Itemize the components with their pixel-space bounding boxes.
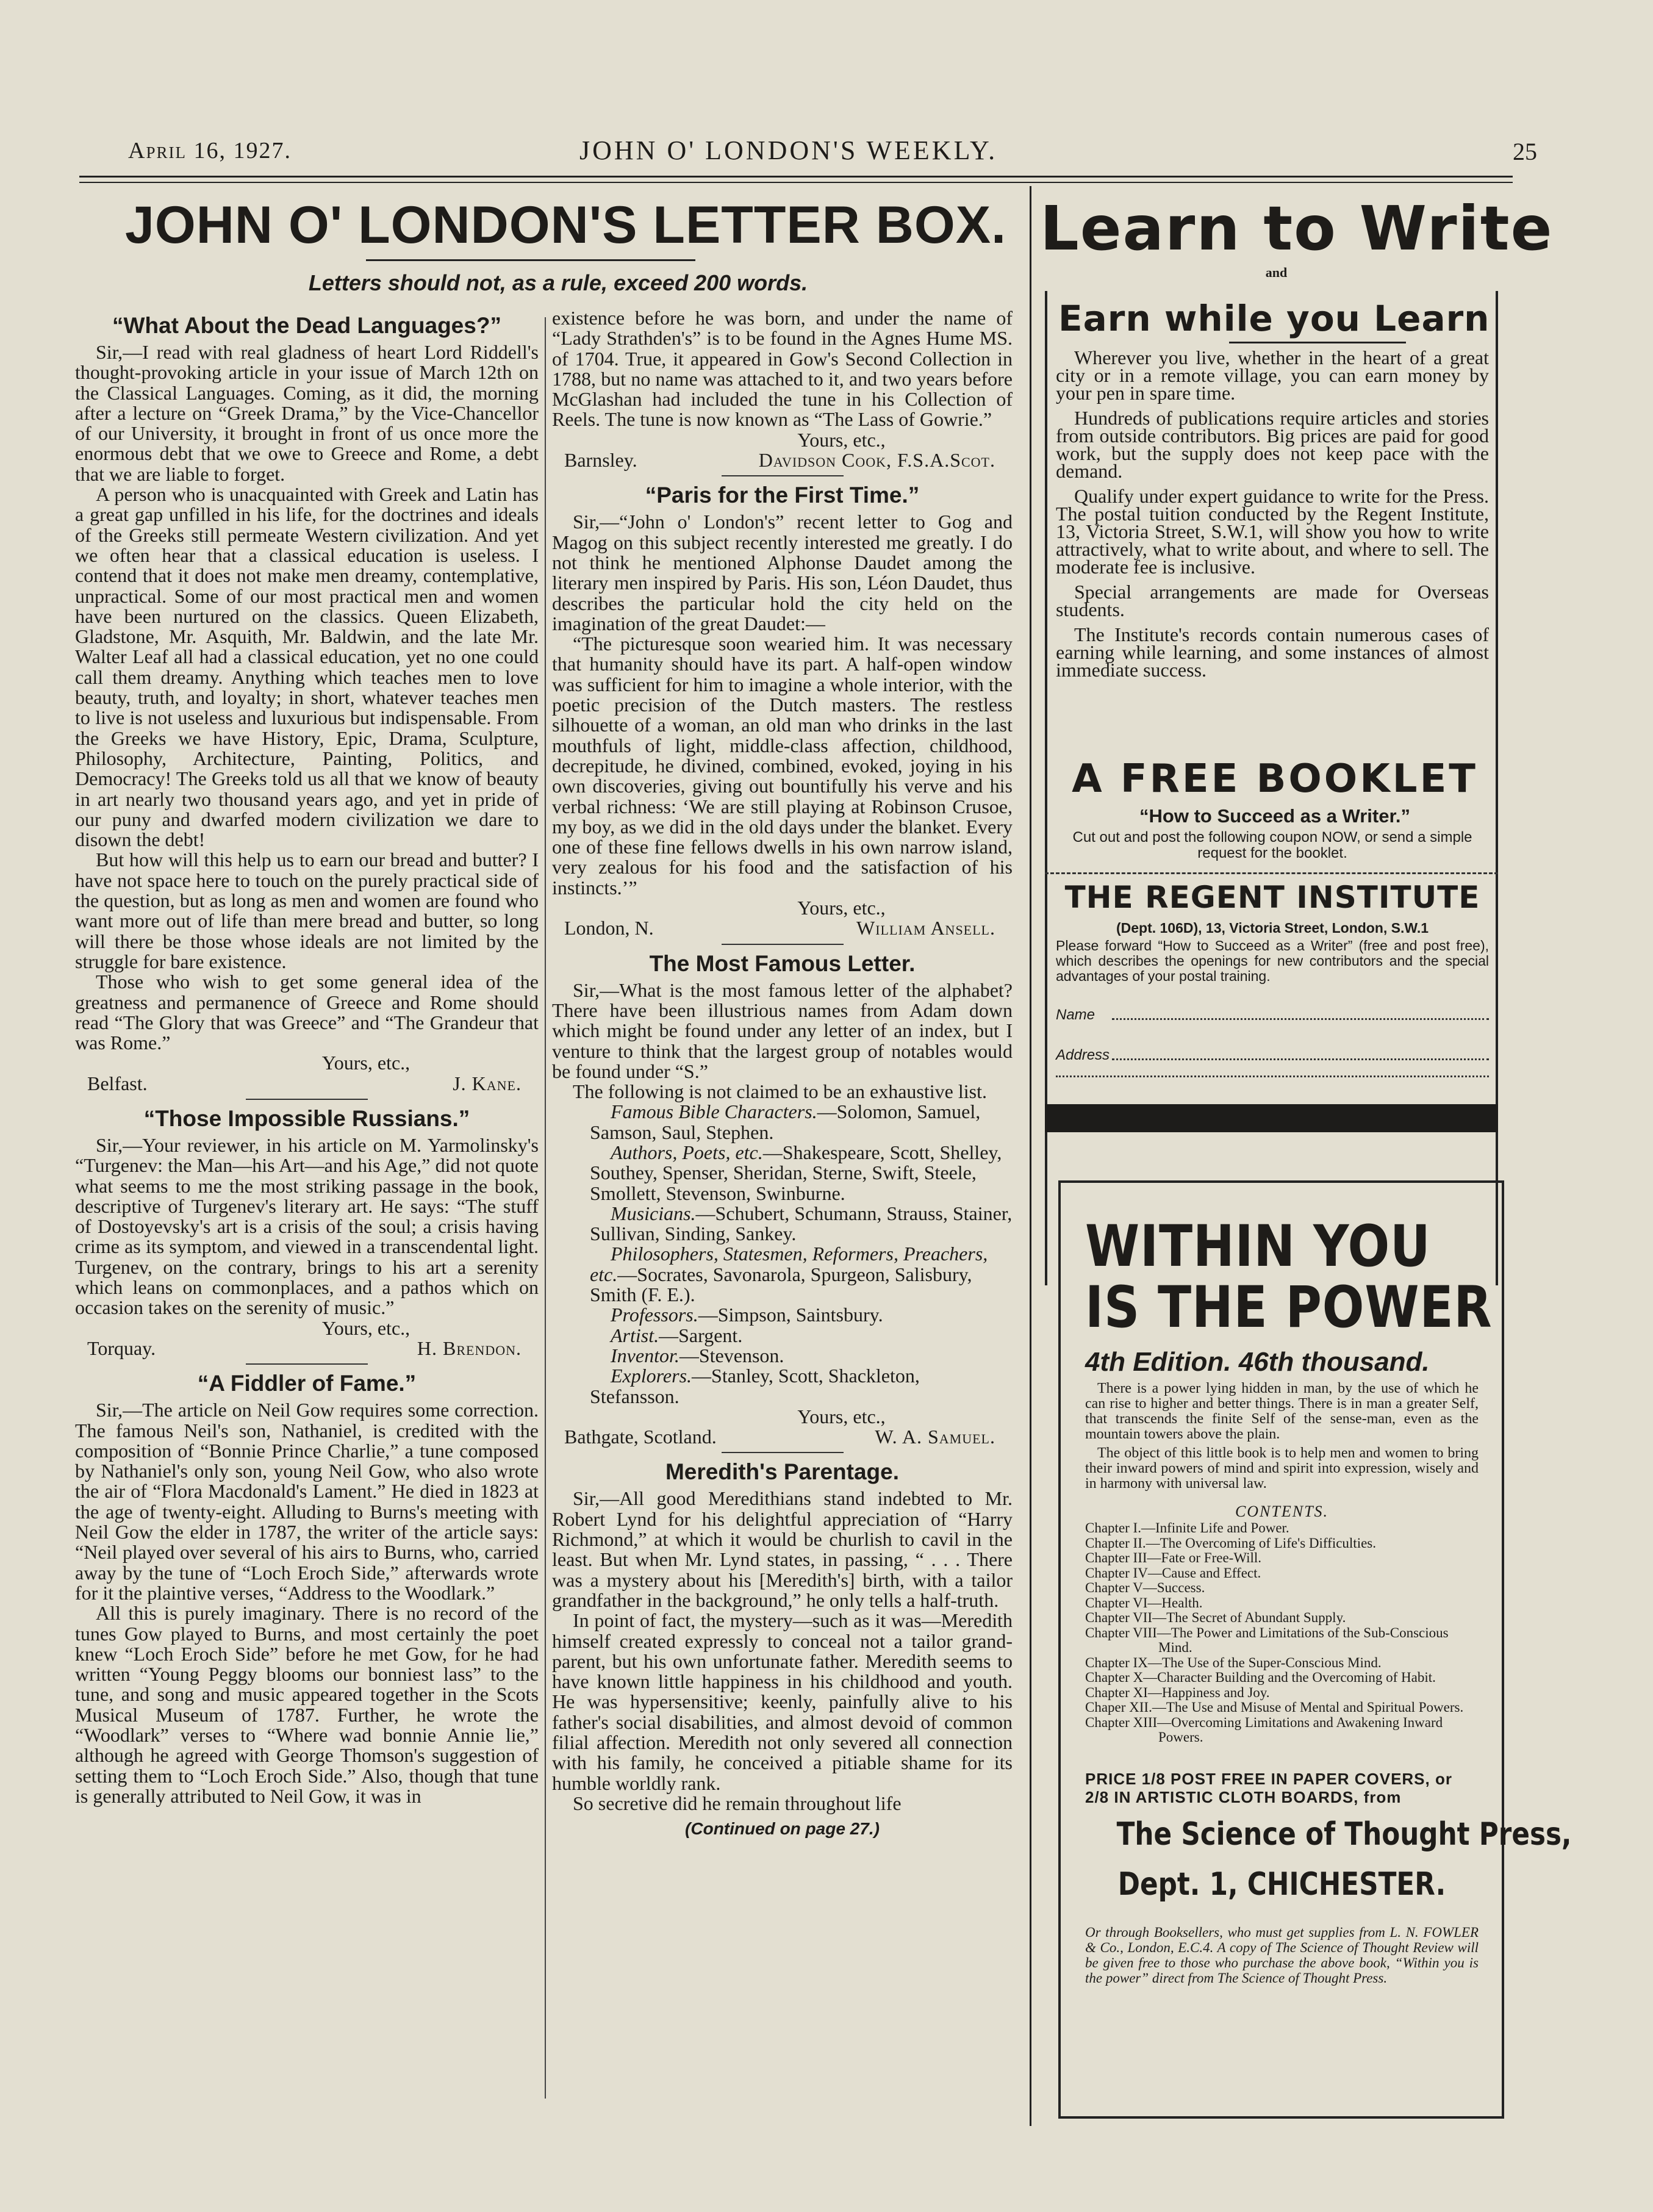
letter-heading: “A Fiddler of Fame.” <box>197 1371 417 1396</box>
advert-paragraph: The Institute's records contain numerous cases of earning while learning, and some instances of almost immediate success. <box>1056 623 1489 681</box>
letter-signature <box>552 1427 1013 1447</box>
list-item <box>552 1143 1013 1204</box>
list-names: —Schubert, Schumann, Strauss, Stainer, Sullivan, Sinding, Sankey. <box>590 1202 1013 1245</box>
chapter-item: Chapter XIII—Overcoming Limitations and Awakening Inward Powers. <box>1085 1714 1443 1745</box>
letter-author: William Ansell. <box>856 917 995 939</box>
list-label: Philosophers, Statesmen, Reformers, Preachers, etc. <box>590 1243 988 1285</box>
letter-signature <box>75 1074 539 1094</box>
letter-place: Bathgate, Scotland. <box>564 1426 717 1448</box>
list-names: —Solomon, Samuel, Samson, Saul, Stephen. <box>590 1101 981 1143</box>
advert-and: and <box>1265 265 1288 280</box>
letter-heading: “What About the Dead Languages?” <box>112 313 501 338</box>
continued-note: (Continued on page 27.) <box>685 1819 880 1839</box>
letter-paragraph: existence before he was born, and under the name of “Lady Strathden's” is to be found in the Agnes Hume MS. of 1704. True, it appeared in Gow's Second Collection in 1788, but no name was attached to it, and two years before McGlashan had included the tune in his Collection of Reels. The tune is now known as “The Lass of Gowrie.” <box>552 307 1013 431</box>
list-label: Artist. <box>611 1324 659 1346</box>
letter-paragraph: But how will this help us to earn our bread and butter? I have not space here to touch on the purely practical side of the question, but as long as men and women are found who want more out of life than mere bread and butter, so long will there be those whose ideals are not limited by the struggle for bare existence. <box>75 849 539 972</box>
publisher-name: The Science of Thought Press, <box>1116 1815 1572 1853</box>
notables-list <box>552 1102 1013 1406</box>
address-dotted-line <box>1056 1075 1489 1077</box>
list-names: —Simpson, Saintsbury. <box>698 1304 883 1326</box>
advert-paragraph: Hundreds of publications require articles and stories from outside contributors. Big prices are paid for good work, but the supply does not keep pace with the demand. <box>1056 407 1489 482</box>
letter-signature <box>552 450 1013 470</box>
letter-paragraph: All this is purely imaginary. There is no record of the tunes Gow played to Burns, and most certainly the poet knew “Loch Eroch Side” before he met Gow, for he had written “Young Peggy blooms our bonniest lass” to the tune, and song and music appeared together in the Scots Musical Museum of 1787. Further, he wrote the “Woodlark” verses to “Where wad bonnie Annie lie,” although he agreed with George Thomson's suggestion of setting them to “Loch Eroch Side.” Also, though that tune is generally attributed to Neil Gow, it was in <box>75 1602 539 1807</box>
list-names: —Stevenson. <box>679 1344 784 1366</box>
name-label: Name <box>1056 1007 1095 1023</box>
booklet-title: “How to Succeed as a Writer.” <box>1139 805 1410 827</box>
letter-signature <box>552 918 1013 938</box>
letter-paragraph: Those who wish to get some general idea of the greatness and permanence of Greece and Rome should read “The Glory that was Greece” and “The Grandeur that was Rome.” <box>75 971 539 1054</box>
letter-heading: The Most Famous Letter. <box>649 950 916 976</box>
list-label: Authors, Poets, etc. <box>611 1141 763 1163</box>
list-item <box>552 1305 1013 1325</box>
chapter-item: Chapter VI—Health. <box>1085 1595 1203 1611</box>
list-item <box>552 1244 1013 1305</box>
list-label: Explorers. <box>611 1365 692 1387</box>
letter-paragraph: Sir,—The article on Neil Gow requires some correction. The famous Neil's son, Nathaniel, is credited with the composition of “Bonnie Prince Charlie,” a tune composed by Nathaniel's only son, young Neil Gow, who also wrote the air of “Flora Macdonald's Lament.” He died in 1823 at the age of twenty-eight. Alluding to Burns's meeting with Neil Gow the elder in 1787, the writer of the article says: “Neil played over several of his airs to Burns, who, carried away by the tune of “Loch Eroch Side,” afterwards wrote for it the plaintive verses, “Address to the Woodlark.” <box>75 1399 539 1604</box>
page-number: 25 <box>1513 138 1537 165</box>
chapter-item: Chapter III—Fate or Free-Will. <box>1085 1550 1262 1565</box>
chapter-item: Chapter IV—Cause and Effect. <box>1085 1565 1261 1581</box>
letter-paragraph: Sir,—All good Meredithians stand indebted to Mr. Robert Lynd for his delightful appreciation of “Harry Richmond,” at which it would be churlish to cavil in the least. But when Mr. Lynd states, in passing, “ . . . There was a mystery about his [Meredith's] birth, with a tailor grandfather in the background,” he only tells a half-truth. <box>552 1487 1013 1611</box>
price-line: PRICE 1/8 POST FREE IN PAPER COVERS, or 2/8 IN ARTISTIC CLOTH BOARDS, from <box>1085 1769 1452 1806</box>
chapter-item: Chapter X—Character Building and the Overcoming of Habit. <box>1085 1670 1436 1685</box>
booksellers-note: Or through Booksellers, who must get supplies from L. N. FOWLER & Co., London, E.C.4. A copy of The Science of Thought Review will be given free to those who purchase the above book, “Within you is the power” direct from The Science of Thought Press. <box>1085 1924 1479 1986</box>
chapter-item: Chapter IX—The Use of the Super-Conscious Mind. <box>1085 1654 1382 1670</box>
letter-box-title: JOHN O' LONDON'S LETTER BOX. <box>125 196 1006 254</box>
letter-place: London, N. <box>564 917 654 939</box>
running-head <box>128 135 1537 174</box>
letter-heading: “Those Impossible Russians.” <box>143 1105 470 1131</box>
list-label: Professors. <box>611 1304 698 1326</box>
letter-closing: Yours, etc., <box>797 1405 886 1427</box>
letter-author: J. Kane. <box>453 1072 522 1094</box>
cut-out-instructions: Cut out and post the following coupon NOW, or send a simple request for the booklet. <box>1072 829 1472 861</box>
letter-paragraph: Sir,—Your reviewer, in his article on M. Yarmolinsky's “Turgenev: the Man—his Art—and his Age,” did not quote what seems to me the most striking passage in the book, descriptive of Turgenev's literary art. He says: “The stuff of Dostoyevsky's art is a crisis of the soul; a crisis having crime as its symptom, and viewed in a transcendental light. Turgenev, on the contrary, brings to his art a serenity which leans on commonplaces, and a pathos which on occasion takes on the serenity of music.” <box>75 1133 539 1319</box>
advert-headline: WITHIN YOU <box>1085 1213 1431 1280</box>
coupon-cut-line <box>1045 872 1498 874</box>
advert-paragraph: Wherever you live, whether in the heart of a great city or in a remote village, you can earn money by your pen in spare time. <box>1056 347 1489 404</box>
coupon-text: Please forward “How to Succeed as a Writer” (free and post free), which describes the openings for new contributors and the special advantages of your postal training. <box>1056 938 1489 984</box>
publisher-address: Dept. 1, CHICHESTER. <box>1117 1865 1446 1903</box>
list-item <box>552 1346 1013 1366</box>
title-underline <box>366 259 695 261</box>
chapter-item: Chapter VII—The Secret of Abundant Supply. <box>1085 1610 1346 1625</box>
letter-closing: Yours, etc., <box>797 428 886 451</box>
chapter-item: Chapter I.—Infinite Life and Power. <box>1085 1520 1289 1535</box>
advert-content <box>1085 1213 1572 1986</box>
list-label: Musicians. <box>611 1202 696 1224</box>
letter-heading: Meredith's Parentage. <box>665 1459 900 1485</box>
list-item <box>552 1326 1013 1346</box>
letter-place: Belfast. <box>87 1072 148 1094</box>
regent-institute-advert <box>1040 193 1554 1063</box>
header-rule-second <box>79 182 1513 183</box>
advert-paragraph: Special arrangements are made for Overseas students. <box>1056 581 1489 620</box>
advert-body <box>1056 349 1489 686</box>
letter-separator <box>722 1452 844 1453</box>
advert-paragraph: The object of this little book is to help men and women to bring their inward powers of mind and spirit into expression, wisely and in harmony with universal law. <box>1085 1445 1479 1492</box>
letter-paragraph: In point of fact, the mystery—such as it was—Meredith himself created expressly to conceal not a tailor grand-parent, but his own unfortunate father. Meredith seems to have known little happiness in his childhood and youth. He was hypersensitive; keenly, painfully alive to his father's social disabilities, and almost devoid of common filial affection. Meredith not only severed all connection with his family, he conceived a pitiable shame for its humble worldly rank. <box>552 1609 1013 1794</box>
list-item <box>552 1102 1013 1143</box>
section-divider <box>1030 186 1031 2126</box>
letter-paragraph: “The picturesque soon wearied him. It was necessary that humanity should have its part. A half-open window was sufficient for him to imagine a whole interior, with the poetic precision of the Dutch masters. The restless silhouette of a woman, an old man who drinks in the last mouthfuls of light, middle-class affection, childhood, decrepitude, he divined, combined, evoked, joying in his own discoveries, giving out bountifully his verve and his verbal richness: ‘We are still playing at Robinson Crusoe, my boy, as we did in the old days under the blanket. Every one of these fine fellows dwells in his own narrow island, very zealous for his food and the satisfaction of his instincts.’” <box>552 633 1013 899</box>
letter-paragraph: Sir,—What is the most famous letter of the alphabet? There have been illustrious names from Adam down which might be found under any letter of an index, but I venture to think that the largest group of notables would be found under “S.” <box>552 979 1013 1082</box>
list-names: —Sargent. <box>659 1324 743 1346</box>
edition-line: 4th Edition. 46th thousand. <box>1085 1347 1430 1377</box>
letter-separator <box>722 944 844 945</box>
letter-paragraph: Sir,—“John o' London's” recent letter to Gog and Magog on this subject recently interested me greatly. I do not think he mentioned Alphonse Daudet among the literary men inspired by Paris. His son, Léon Daudet, thus describes the particular hold the city held on the imagination of the great Daudet:— <box>552 511 1013 634</box>
address-label: Address <box>1056 1047 1110 1063</box>
chapter-item: Chapter V—Success. <box>1085 1580 1205 1595</box>
issue-date: April 16, 1927. <box>128 138 292 163</box>
within-you-advert <box>1058 1180 1572 2119</box>
black-bar <box>1045 1104 1498 1132</box>
chapter-item: Chapter II.—The Overcoming of Life's Difficulties. <box>1085 1535 1376 1551</box>
advert-headline-2: Earn while you Learn <box>1058 298 1490 339</box>
letter-author: Davidson Cook, F.S.A.Scot. <box>758 449 995 472</box>
chapter-item: Chaper XII.—The Use and Misuse of Mental and Spiritual Powers. <box>1085 1700 1464 1715</box>
list-names: —Socrates, Savonarola, Spurgeon, Salisbury, Smith (F. E.). <box>590 1263 972 1306</box>
letter-separator <box>246 1099 368 1100</box>
list-label: Inventor. <box>611 1344 679 1366</box>
chapter-item: Chapter VIII—The Power and Limitations of the Sub-Conscious Mind. <box>1085 1625 1449 1655</box>
institute-address: (Dept. 106D), 13, Victoria Street, London, S.W.1 <box>1116 920 1429 936</box>
letters-column-1 <box>75 308 539 1806</box>
column-divider <box>545 317 546 2099</box>
letter-closing: Yours, etc., <box>797 897 886 919</box>
chapter-list <box>1085 1521 1479 1745</box>
chapter-item: Chapter XI—Happiness and Joy. <box>1085 1684 1270 1700</box>
letter-separator <box>246 1363 368 1365</box>
letter-paragraph: A person who is unacquainted with Greek and Latin has a great gap unfilled in his life, for the doctrines and ideals of the Greeks still permeate Western civilization. And yet we often hear that a classical education is useless. I contend that it does not make men dreamy, contemplative, unpractical. Some of our most practical men and women have been nurtured on the classics. Queen Elizabeth, Gladstone, Mr. Asquith, Mr. Baldwin, and the late Mr. Walter Leaf all had a classical education, yet no one could call them dreamy. Anything which teaches men to love beauty, truth, and loyalty; in short, whatever teaches men to live is not useless and luxurious but indispensable. From the Greeks we have History, Epic, Drama, Sculpture, Philosophy, Architecture, Painting, Politics, and Democracy! The Greeks told us all that we know of beauty in art nearly two thousand years ago, and yet in pride of our puny and dwarfed modern civilization we dare to disown the debt! <box>75 483 539 851</box>
institute-name: THE REGENT INSTITUTE <box>1064 880 1480 915</box>
advert-paragraph: There is a power lying hidden in man, by the use of which he can rise to higher and better things. There is in man a greater Self, that transcends the finite Self of the sense-man, even as the mountain towers above the plain. <box>1085 1381 1479 1442</box>
letter-paragraph: Sir,—I read with real gladness of heart Lord Riddell's thought-provoking article in your issue of March 12th on the Classical Languages. Coming, as it did, the morning after a lecture on “Greek Drama,” by the Vice-Chancellor of our University, it brought in front of us once more the enormous debt that we owe to Greece and Rome, a debt that we are liable to forget. <box>75 341 539 485</box>
list-item <box>552 1366 1013 1407</box>
letter-signature <box>75 1338 539 1359</box>
contents-heading: CONTENTS. <box>1235 1503 1329 1520</box>
publication-title: JOHN O' LONDON'S WEEKLY. <box>579 135 998 165</box>
letter-place: Barnsley. <box>564 449 637 472</box>
advert-paragraph: Qualify under expert guidance to write for the Press. The postal tuition conducted by the Regent Institute, 13, Victoria Street, S.W.1, will show you how to write attractively, what to write about, and where to sell. The moderate fee is inclusive. <box>1056 485 1489 578</box>
advert-body <box>1085 1381 1479 1492</box>
letter-closing: Yours, etc., <box>321 1316 411 1339</box>
letter-paragraph: The following is not claimed to be an exhaustive list. <box>573 1080 987 1103</box>
list-item <box>552 1204 1013 1244</box>
letter-author: W. A. Samuel. <box>875 1426 995 1448</box>
letter-box-subtitle: Letters should not, as a rule, exceed 200 words. <box>308 270 808 295</box>
letter-closing: Yours, etc., <box>321 1052 411 1074</box>
letter-author: H. Brendon. <box>417 1337 522 1359</box>
name-field[interactable] <box>1056 1007 1489 1024</box>
letter-place: Torquay. <box>87 1337 156 1359</box>
address-field[interactable] <box>1056 1047 1489 1064</box>
name-dotted-line <box>1112 1018 1489 1020</box>
list-names: —Shakespeare, Scott, Shelley, Southey, Spenser, Sheridan, Sterne, Swift, Steele, Smollett, Stevenson, Swinburne. <box>590 1141 1002 1204</box>
list-label: Famous Bible Characters. <box>611 1101 817 1123</box>
header-rule <box>79 176 1513 178</box>
advert-headline: Learn to Write <box>1040 193 1554 264</box>
headline-underline <box>1229 342 1406 343</box>
advert-headline-2: IS THE POWER <box>1085 1274 1493 1341</box>
address-dotted-line <box>1112 1058 1489 1060</box>
free-booklet-heading: A FREE BOOKLET <box>1072 756 1478 802</box>
letters-column-2 <box>552 308 1013 1839</box>
letter-heading: “Paris for the First Time.” <box>645 483 920 508</box>
list-names: —Stanley, Scott, Shackleton, Stefansson. <box>590 1365 920 1407</box>
letter-paragraph: So secretive did he remain throughout life <box>573 1792 902 1814</box>
letter-separator <box>722 475 844 476</box>
